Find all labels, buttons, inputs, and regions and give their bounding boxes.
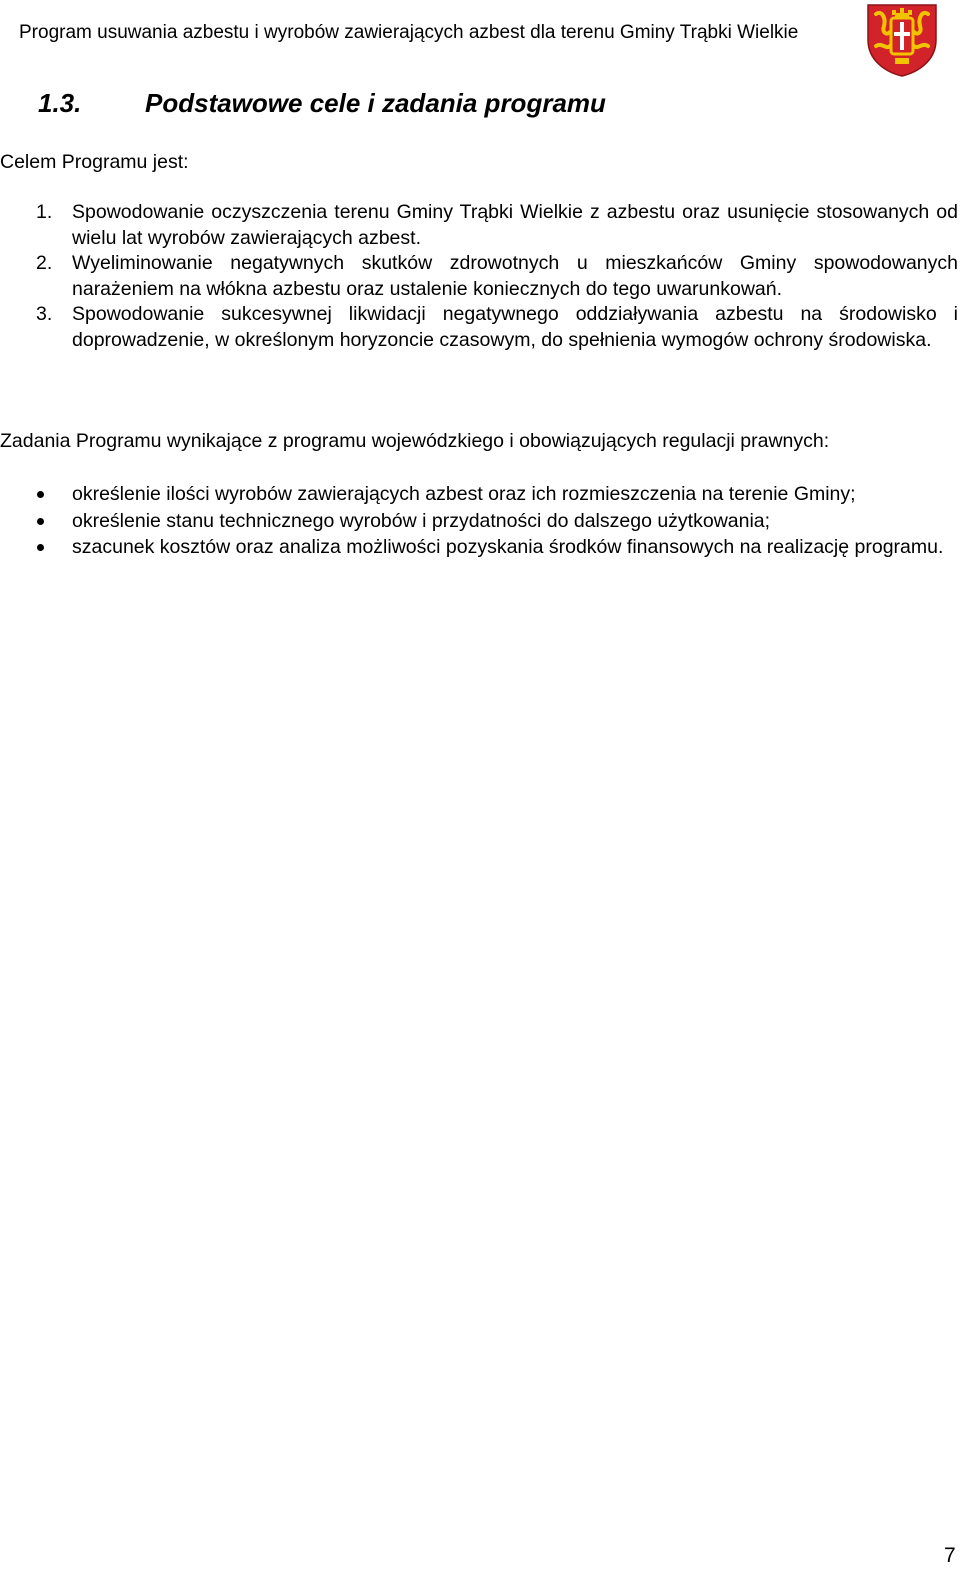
bullet-icon xyxy=(37,518,44,525)
bullet-icon xyxy=(37,544,44,551)
goal-item xyxy=(0,302,958,353)
section-number: 1.3. xyxy=(38,88,82,118)
page-header xyxy=(0,0,960,80)
tasks-intro: Zadania Programu wynikające z programu wojewódzkiego i obowiązujących regulacji prawnych: xyxy=(0,430,830,452)
task-item xyxy=(0,508,958,535)
task-text: określenie ilości wyrobów zawierających azbest oraz ich rozmieszczenia na terenie Gminy; xyxy=(72,483,856,505)
goal-text: Spowodowanie sukcesywnej likwidacji negatywnego oddziaływania azbestu na środowisko i doprowadzenie, w określonym horyzoncie czasowym, do spełnienia wymogów ochrony środowiska. xyxy=(72,303,958,351)
goal-number: 1. xyxy=(36,201,53,223)
section-heading xyxy=(38,86,606,120)
goal-text: Spowodowanie oczyszczenia terenu Gminy Trąbki Wielkie z azbestu oraz usunięcie stosowanych od wielu lat wyrobów zawierających azbest. xyxy=(72,201,958,249)
goal-number: 3. xyxy=(36,303,53,325)
task-text: określenie stanu technicznego wyrobów i przydatności do dalszego użytkowania; xyxy=(72,509,771,532)
goal-number: 2. xyxy=(36,252,53,274)
goals-intro: Celem Programu jest: xyxy=(0,151,189,173)
goal-text: Wyeliminowanie negatywnych skutków zdrowotnych u mieszkańców Gminy spowodowanych narażeniem na włókna azbestu oraz ustalenie koniecznych do tego uwarunkowań. xyxy=(72,252,958,300)
goal-item xyxy=(0,251,958,302)
tasks-list xyxy=(0,481,958,561)
page-number: 7 xyxy=(944,1544,956,1567)
bullet-icon xyxy=(37,491,44,498)
section-title: Podstawowe cele i zadania programu xyxy=(145,88,606,118)
task-item xyxy=(0,534,958,561)
goals-list xyxy=(0,200,958,353)
document-title: Program usuwania azbestu i wyrobów zawierających azbest dla terenu Gminy Trąbki Wielkie xyxy=(19,22,799,43)
task-item xyxy=(0,481,958,508)
task-text: szacunek kosztów oraz analiza możliwości pozyskania środków finansowych na realizację programu. xyxy=(72,536,944,558)
goal-item xyxy=(0,200,958,251)
coat-of-arms-icon xyxy=(864,2,940,78)
